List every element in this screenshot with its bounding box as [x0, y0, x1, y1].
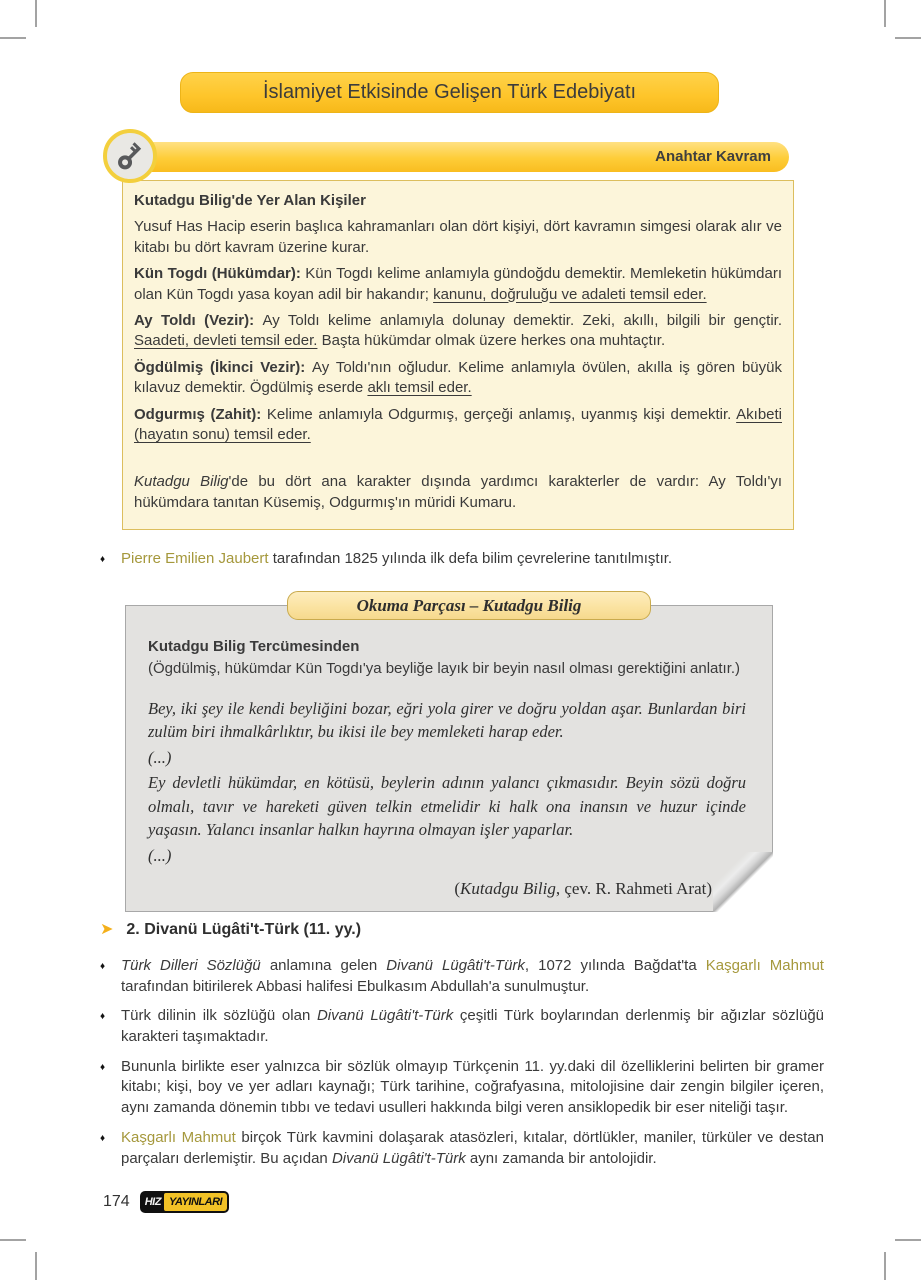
- logo-hiz: HIZ: [142, 1193, 164, 1211]
- diamond-bullet-icon: ♦: [100, 1061, 106, 1073]
- crop-mark: [884, 1252, 886, 1280]
- diamond-bullet-icon: ♦: [100, 1011, 106, 1023]
- bullet-list: [100, 956, 824, 1178]
- list-item: [100, 1006, 824, 1047]
- page-curl: [713, 852, 773, 912]
- crop-mark: [895, 1239, 921, 1241]
- crop-mark: [0, 1239, 26, 1241]
- key-concept-box: [122, 180, 794, 530]
- bullet-text: Türk Dilleri Sözlüğü anlamına gelen Divanü Lügâti't-Türk, 1072 yılında Bağdat'ta Kaşgarlı Mahmut tarafından bitirilerek Abbasi halifesi Ebulkasım Abdullah'a sunulmuştur.: [121, 957, 824, 995]
- reading-paragraph: Ey devletli hükümdar, en kötüsü, beylerin adının yalancı çıkmasıdır. Beyin sözü doğru olmalı, tavır ve hareketi güven telkin etmelidir ki halk ona inansın ve huzur içinde yaşasın. Yalancı insanlar halkın hayrına olmayan işler yaparlar.: [148, 773, 746, 840]
- key-box-entry-odgurmis: Odgurmış (Zahit): Kelime anlamıyla Odgurmış, gerçeği anlamış, uyanmış kişi demektir. Akıbeti (hayatın sonu) temsil eder.: [134, 405, 782, 443]
- key-badge-circle: [103, 129, 157, 183]
- reading-passage-tab: Okuma Parçası – Kutadgu Bilig: [287, 591, 651, 620]
- arrow-icon: ➤: [100, 921, 114, 938]
- reading-heading: Kutadgu Bilig Tercümesinden: [148, 638, 360, 655]
- diamond-bullet-icon: ♦: [100, 1132, 106, 1144]
- key-box-intro: Yusuf Has Hacip eserin başlıca kahramanları olan dört kişiyi, dört kavramın simgesi olarak alır ve kitabı bu dört kavram üzerine kurar.: [134, 218, 782, 256]
- page-footer: [103, 1191, 229, 1213]
- logo-yayinlari: YAYINLARI: [164, 1193, 227, 1211]
- bullet-jaubert: [100, 549, 824, 570]
- reading-passage-box: [125, 605, 773, 912]
- list-item: [100, 956, 824, 997]
- section-title: 2. Divanü Lügâti't-Türk (11. yy.): [126, 921, 362, 938]
- key-icon: [106, 132, 154, 180]
- section-heading: [100, 921, 361, 939]
- key-box-entry-ay-toldi: Ay Toldı (Vezir): Ay Toldı kelime anlamıyla dolunay demektir. Zeki, akıllı, bilgili bir gençtir. Saadeti, devleti temsil eder. Başta hükümdar olmak üzere herkes ona muhtaçtır.: [134, 311, 782, 350]
- page-title: İslamiyet Etkisinde Gelişen Türk Edebiyatı: [180, 72, 719, 113]
- anahtar-kavram-label: Anahtar Kavram: [655, 148, 771, 165]
- crop-mark: [35, 1252, 37, 1280]
- crop-mark: [35, 0, 37, 27]
- publisher-logo: [140, 1191, 229, 1213]
- reading-ellipsis: (...): [148, 747, 172, 767]
- bullet-text: Pierre Emilien Jaubert tarafından 1825 yılında ilk defa bilim çevrelerine tanıtılmıştır.: [121, 550, 673, 567]
- list-item: [100, 1057, 824, 1119]
- bullet-text: Türk dilinin ilk sözlüğü olan Divanü Lügâti't-Türk çeşitli Türk boylarından derlenmiş bir ağızlar sözlüğü karakteri taşımaktadır.: [121, 1007, 825, 1046]
- reading-paragraph: Bey, iki şey ile kendi beyliğini bozar, eğri yola girer ve doğru yoldan aşar. Bunlardan biri zulüm biri ihmalkârlıktır, bu ikisi ile bey memleketi harap eder.: [148, 699, 746, 742]
- bullet-text: Kaşgarlı Mahmut birçok Türk kavmini dolaşarak atasözleri, kıtalar, dörtlükler, maniler, türküler ve destan parçaları derlemiştir. Bu açıdan Divanü Lügâti't-Türk aynı zamanda bir antolojidir.: [121, 1128, 824, 1167]
- diamond-bullet-icon: ♦: [100, 961, 106, 972]
- anahtar-kavram-banner: [130, 142, 789, 172]
- key-box-entry-kun-togdi: Kün Togdı (Hükümdar): Kün Togdı kelime anlamıyla gündoğdu demektir. Memleketin hükümdarı olan Kün Togdı yasa koyan adil bir hakandır; kanunu, doğruluğu ve adaleti temsil eder.: [134, 265, 783, 303]
- reading-ellipsis: (...): [148, 845, 172, 865]
- crop-mark: [895, 37, 921, 39]
- crop-mark: [0, 37, 26, 39]
- reading-subtitle: (Ögdülmiş, hükümdar Kün Togdı'ya beyliğe layık bir beyin nasıl olması gerektiğini anlatır.): [148, 660, 741, 677]
- diamond-bullet-icon: ♦: [100, 554, 106, 565]
- key-box-entry-ogdulmis: Ögdülmiş (İkinci Vezir): Ay Toldı'nın oğludur. Kelime anlamıyla övülen, akılla iş gören büyük kılavuz demektir. Ögdülmiş eserde aklı temsil eder.: [134, 358, 782, 397]
- list-item: [100, 1128, 824, 1169]
- page-number: 174: [103, 1193, 130, 1210]
- bullet-text: Bununla birlikte eser yalnızca bir sözlük olmayıp Türkçenin 11. yy.daki dil özelliklerini belirten bir gramer kitabı; kişi, boy ve yer adları kaynağı; Türk tarihine, coğrafyasına, mitolojisine dair zengin bilgiler içeren, aynı zamanda dönemin tıbbı ve tedavi usulleri hakkında bilgi veren ansiklopedik bir eser niteliği taşır.: [121, 1057, 824, 1117]
- key-box-note: Kutadgu Bilig'de bu dört ana karakter dışında yardımcı karakterler de vardır: Ay Toldı'yı hükümdara tanıtan Küsemiş, Odgurmış'ın müridi Kumaru.: [134, 473, 782, 511]
- reading-citation: (Kutadgu Bilig, çev. R. Rahmeti Arat): [454, 878, 712, 898]
- crop-mark: [884, 0, 886, 27]
- key-box-heading: Kutadgu Bilig'de Yer Alan Kişiler: [134, 192, 366, 209]
